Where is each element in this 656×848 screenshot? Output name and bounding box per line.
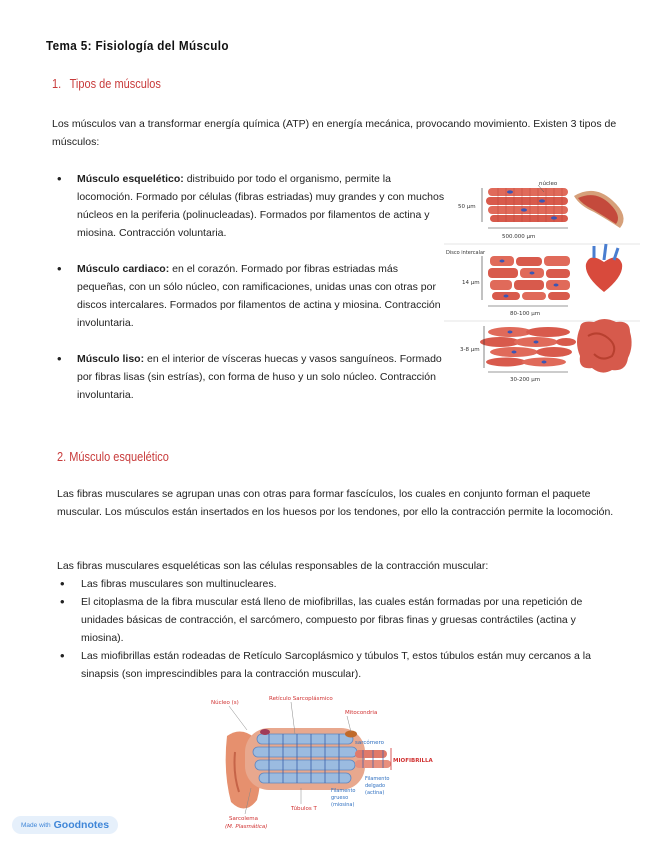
muscle-types-illustration — [444, 176, 640, 386]
label-card-width: 14 µm — [462, 280, 480, 286]
list-item — [52, 170, 447, 242]
label-tubulos: Túbulos T — [291, 806, 317, 812]
list-item: • Las miofibrillas están rodeadas de Retículo Sarcoplásmico y túbulos T, estos túbulos están muy cercanos a la sinapsis (son imprescindibles para la contracción muscular). — [57, 647, 617, 683]
muscle-types-list — [52, 170, 447, 422]
muscle-type-name: Músculo cardiaco: — [77, 263, 170, 275]
muscle-type-desc: en el interior de vísceras huecas y vasos sanguíneos. Formado por fibras lisas (sin estrías), con forma de huso y un solo núcleo. Contracción involuntaria. — [77, 353, 442, 401]
label-liso-length: 30-200 µm — [510, 377, 541, 383]
label-nucleo: núcleo — [539, 181, 558, 187]
label-liso-width: 3-8 µm — [460, 347, 480, 353]
muscle-type-desc: distribuido por todo el organismo, permite la locomoción. Formado por células (fibras estriadas) muy grandes y con muchos núcleos en la periferia (polinucleadas). Formados por filamentos de actina y miosina. Contracción voluntaria. — [77, 173, 445, 239]
cardiac-muscle-figure — [446, 244, 622, 317]
smooth-muscle-figure — [460, 319, 632, 383]
skeletal-muscle-figure — [458, 180, 624, 240]
label-card-length: 80-100 µm — [510, 311, 541, 317]
list-item — [52, 350, 447, 404]
muscle-type-desc: en el corazón. Formado por fibras estriadas más pequeñas, con un sólo núcleo, con ramificaciones, unidas unas con otras por discos intercalares. Formados por filamentos de actina y miosina. Contracción involuntaria. — [77, 263, 441, 329]
list-item: • Las fibras musculares son multinucleares. — [57, 575, 617, 593]
fibras-list — [57, 575, 617, 683]
label-sarcolema: Sarcolema (M. Plasmática) — [225, 816, 268, 830]
label-esq-length: 500.000 µm — [502, 234, 536, 240]
fasciculos-paragraph: Las fibras musculares se agrupan unas con otras para formar fascículos, los cuales en conjunto forman el paquete muscular. Los músculos están insertados en los huesos por los tendones, por ello la contracción permite la locomoción. — [57, 488, 614, 518]
badge-brand-text: Goodnotes — [53, 819, 110, 831]
section-heading-tipos — [52, 77, 161, 91]
section-number: 1. — [52, 77, 62, 91]
badge-small-text: Made with — [21, 821, 51, 829]
page-title: Tema 5: Fisiología del Músculo — [46, 38, 229, 53]
goodnotes-badge — [12, 816, 118, 834]
muscle-type-name: Músculo liso: — [77, 353, 145, 365]
list-item: • El citoplasma de la fibra muscular está lleno de miofibrillas, las cuales están formadas por una repetición de unidades básicas de contracción, el sarcómero, compuesto por fibras finas y gruesas contráctiles (actina y miosina). — [57, 593, 617, 647]
label-reticulo: Retículo Sarcoplásmico — [269, 696, 333, 702]
label-sarcomero: sarcómero — [355, 740, 385, 746]
label-filamento-delgado: Filamento delgado (actina) — [365, 776, 390, 796]
muscle-type-name: Músculo esquelético: — [77, 173, 184, 185]
label-mitocondria: Mitocondria — [345, 710, 378, 716]
section-title: Tipos de músculos — [69, 77, 161, 91]
label-nucleo-s: Núcleo (s) — [211, 700, 239, 706]
section-heading-esqueletico: 2. Músculo esquelético — [57, 450, 169, 464]
intro-paragraph: Los músculos van a transformar energía química (ATP) en energía mecánica, provocando movimiento. Existen 3 tipos de músculos: — [52, 118, 617, 148]
list-item — [52, 260, 447, 332]
label-esq-width: 50 µm — [458, 204, 476, 210]
muscle-fiber-diagram — [205, 692, 433, 836]
fibras-paragraph: Las fibras musculares esqueléticas son las células responsables de la contracción muscular: — [57, 560, 489, 572]
label-miofibrilla: MIOFIBRILLA — [393, 758, 433, 764]
label-disco-intercalar: Disco intercalar — [446, 250, 486, 256]
label-filamento-grueso: Filamento grueso (miosina) — [331, 788, 356, 808]
